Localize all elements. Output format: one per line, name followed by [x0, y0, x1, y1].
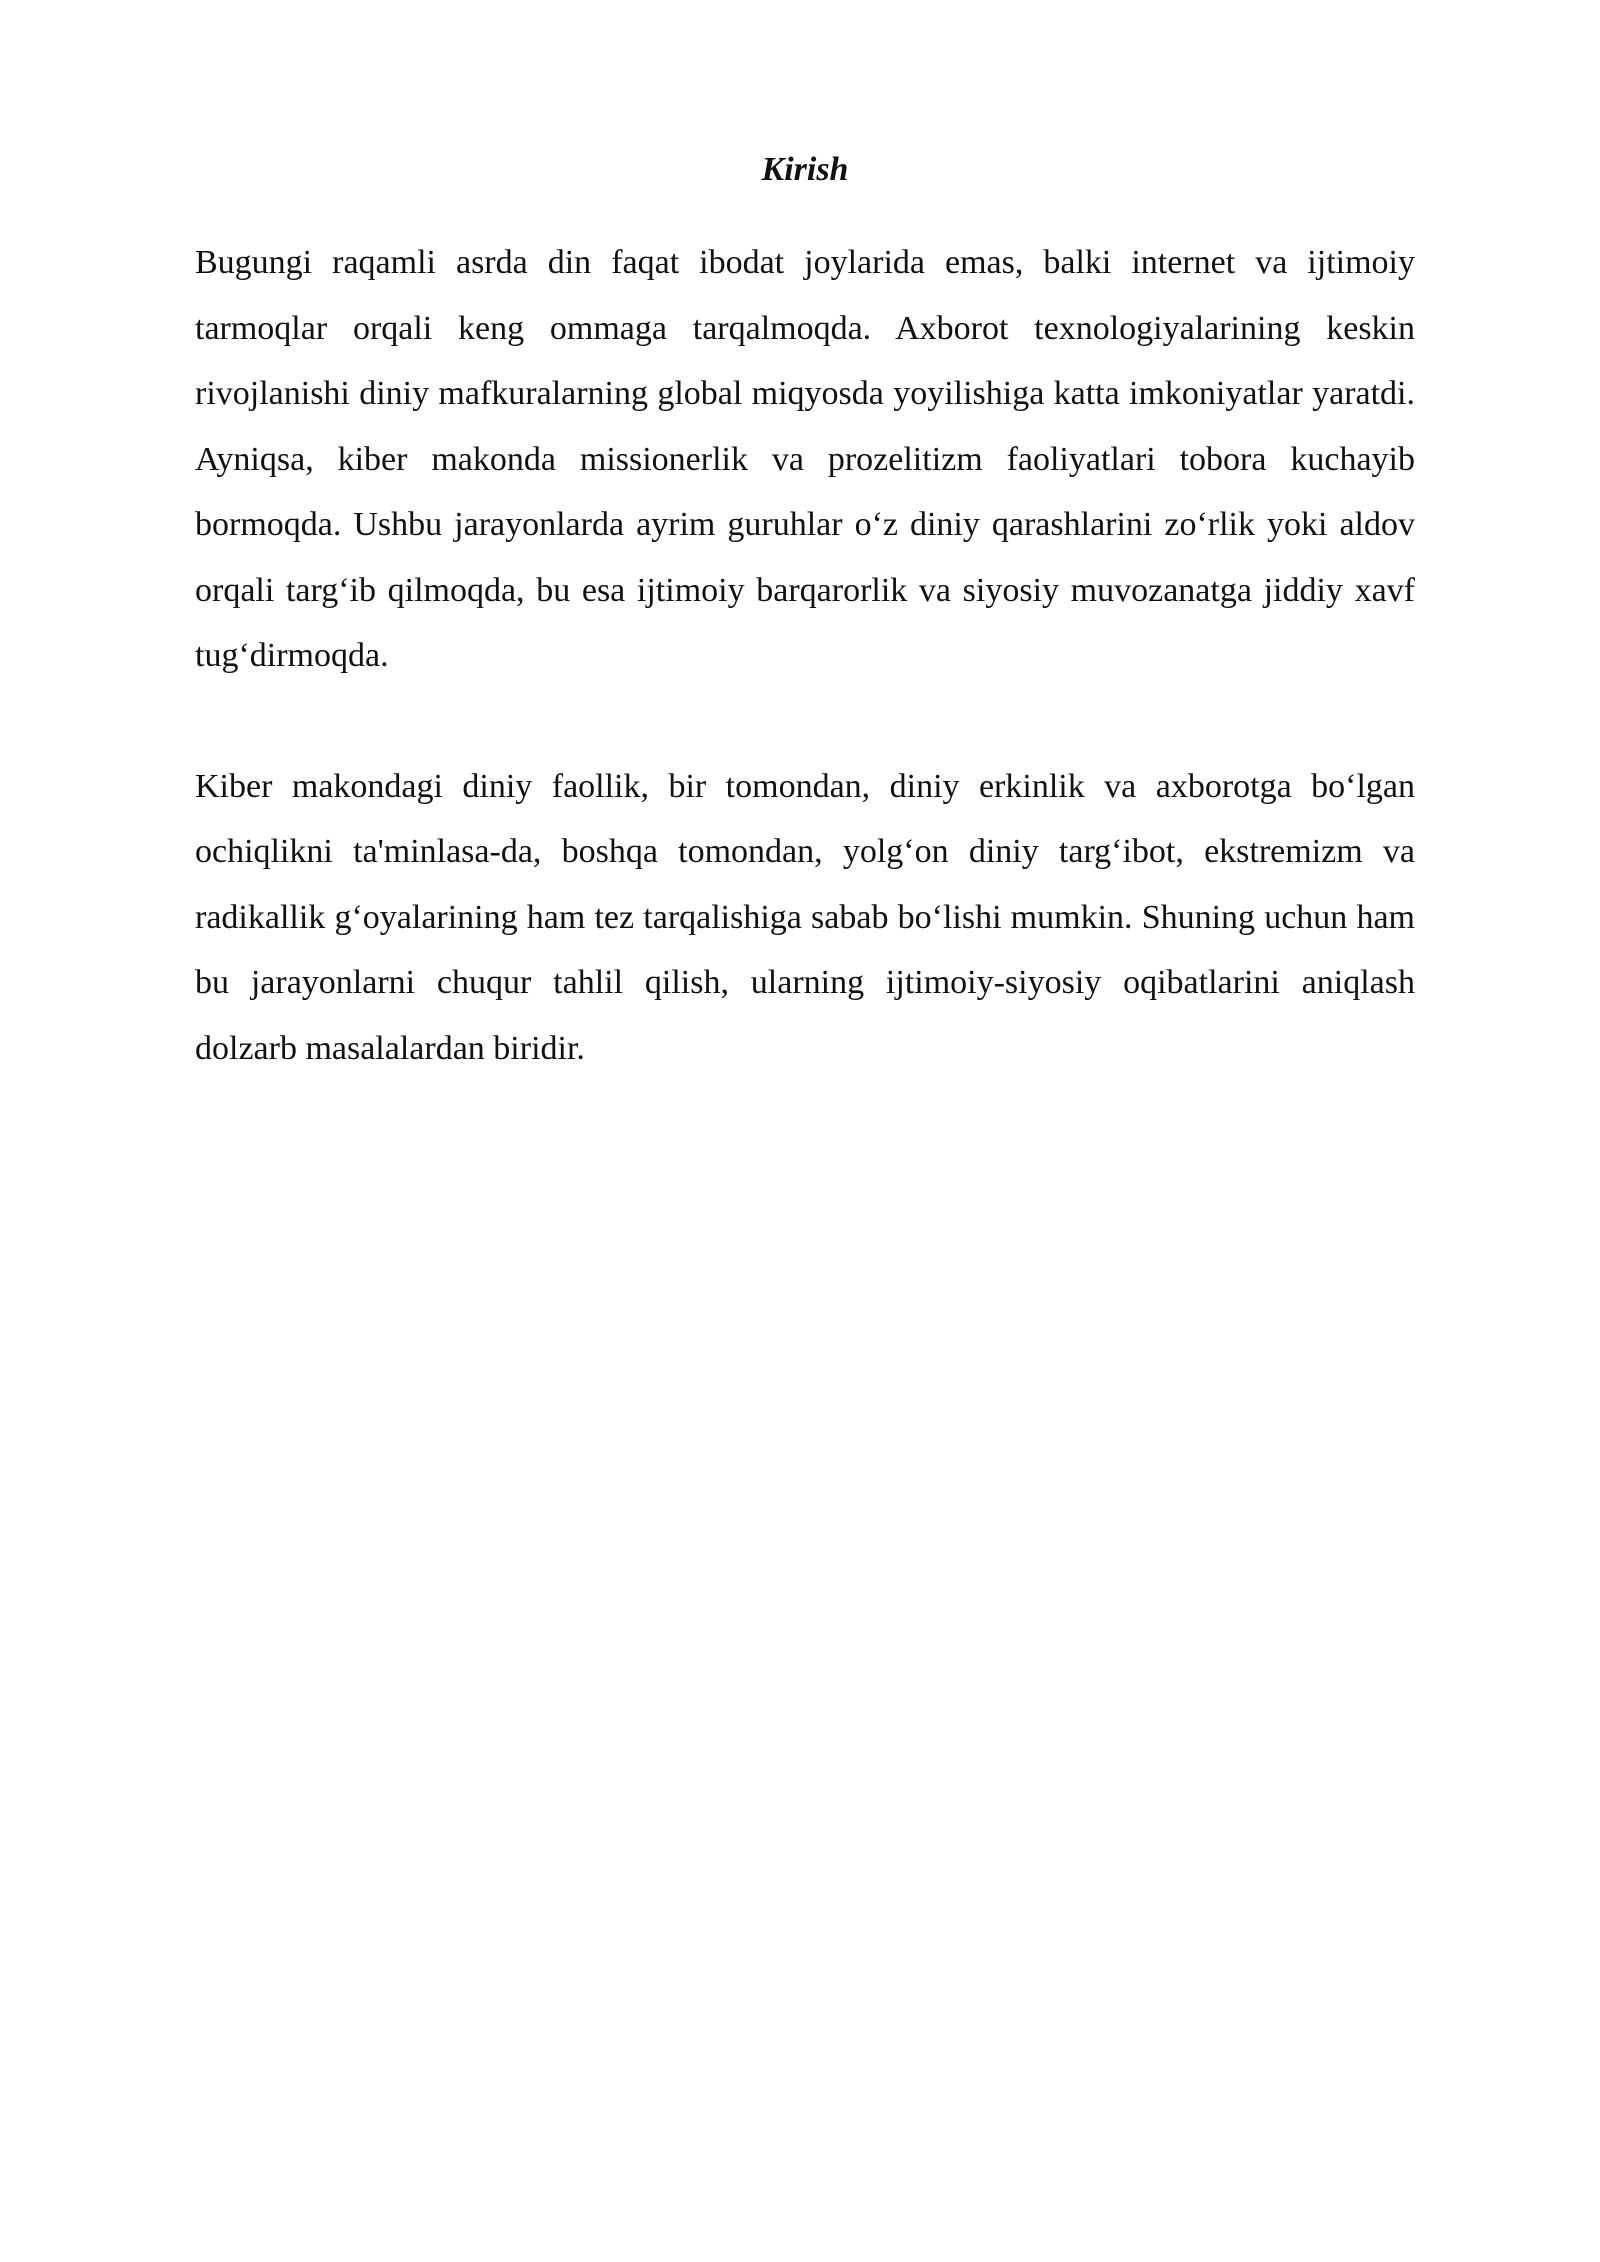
paragraph-1: Bugungi raqamli asrda din faqat ibodat joylarida emas, balki internet va ijtimoiy tarmoqlar orqali keng ommaga tarqalmoqda. Axborot texnologiyalarining keskin rivojlanishi diniy mafkuralarning global miqyosda yoyilishiga katta imkoniyatlar yaratdi. Ayniqsa, kiber makonda missionerlik va prozelitizm faoliyatlari tobora kuchayib bormoqda. Ushbu jarayonlarda ayrim guruhlar o‘z diniy qarashlarini zo‘rlik yoki aldov orqali targ‘ib qilmoqda, bu esa ijtimoiy barqarorlik va siyosiy muvozanatga jiddiy xavf tug‘dirmoqda. [195, 244, 1415, 674]
paragraph-2: Kiber makondagi diniy faollik, bir tomondan, diniy erkinlik va axborotga bo‘lgan ochiqlikni ta'minlasa-da, boshqa tomondan, yolg‘on diniy targ‘ibot, ekstremizm va radikallik g‘oyalarining ham tez tarqalishiga sabab bo‘lishi mumkin. Shuning uchun ham bu jarayonlarni chuqur tahlil qilish, ularning ijtimoiy-siyosiy oqibatlarini aniqlash dolzarb masalalardan biridir. [195, 767, 1415, 1067]
page-title: Kirish [761, 151, 849, 188]
page-content [195, 140, 1415, 1081]
